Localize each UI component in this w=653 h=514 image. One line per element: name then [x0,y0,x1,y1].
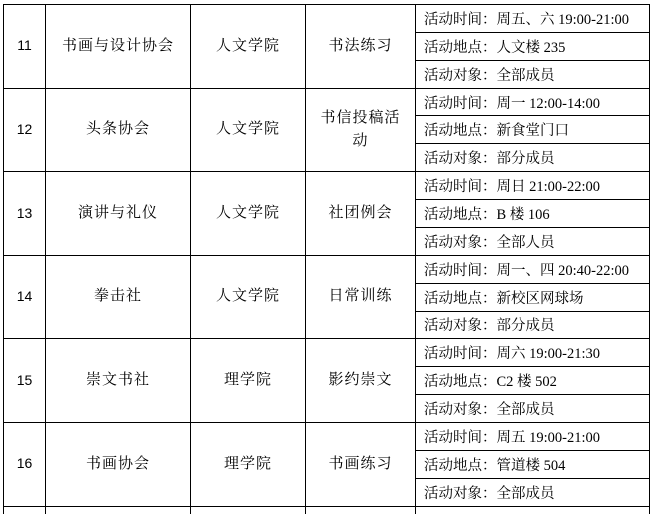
detail-cell-empty [416,507,650,514]
activity-name-cell: 书信投稿活动 [306,89,416,173]
table-row [4,89,650,173]
activity-name-cell: 影约崇文 [306,339,416,423]
activity-name-cell: 日常训练 [306,256,416,340]
activity-time-cell: 活动时间：周六 19:00-21:30 [416,339,650,367]
row-number: 13 [4,172,46,256]
club-name-cell: 崇文书社 [46,339,191,423]
activity-details [416,89,650,173]
college-cell-empty [191,507,306,514]
activity-time-cell: 活动时间：周五 19:00-21:00 [416,423,650,451]
club-name-cell: 书画与设计协会 [46,5,191,89]
club-name-cell: 头条协会 [46,89,191,173]
table-row-partial [4,507,650,514]
activity-name-cell: 社团例会 [306,172,416,256]
club-name-cell: 拳击社 [46,256,191,340]
activity-location-cell: 活动地点：C2 楼 502 [416,367,650,395]
row-number: 11 [4,5,46,89]
activity-details [416,172,650,256]
college-cell: 人文学院 [191,172,306,256]
activity-location-cell: 活动地点：新食堂门口 [416,116,650,144]
table-row [4,5,650,89]
activity-time-cell: 活动时间：周一、四 20:40-22:00 [416,256,650,284]
college-cell: 人文学院 [191,89,306,173]
club-name-cell: 演讲与礼仪 [46,172,191,256]
row-number: 12 [4,89,46,173]
activity-details [416,5,650,89]
college-cell: 理学院 [191,423,306,507]
club-activity-table [3,4,650,514]
activity-location-cell: 活动地点：人文楼 235 [416,33,650,61]
activity-details [416,423,650,507]
table-row [4,423,650,507]
activity-details-empty [416,507,650,514]
activity-time-cell: 活动时间：周一 12:00-14:00 [416,89,650,117]
activity-audience-cell: 活动对象：全部人员 [416,228,650,256]
activity-audience-cell: 活动对象：部分成员 [416,144,650,172]
activity-time-cell: 活动时间：周日 21:00-22:00 [416,172,650,200]
row-number-empty [4,507,46,514]
activity-location-cell: 活动地点：B 楼 106 [416,200,650,228]
activity-details [416,339,650,423]
activity-name-cell: 书法练习 [306,5,416,89]
table-row [4,256,650,340]
activity-name-cell: 书画练习 [306,423,416,507]
activity-cell-empty [306,507,416,514]
table-row [4,172,650,256]
row-number: 16 [4,423,46,507]
college-cell: 理学院 [191,339,306,423]
activity-audience-cell: 活动对象：全部成员 [416,479,650,507]
row-number: 15 [4,339,46,423]
college-cell: 人文学院 [191,256,306,340]
row-number: 14 [4,256,46,340]
table-row [4,339,650,423]
club-name-cell: 书画协会 [46,423,191,507]
club-name-cell-empty [46,507,191,514]
activity-audience-cell: 活动对象：全部成员 [416,61,650,89]
college-cell: 人文学院 [191,5,306,89]
activity-audience-cell: 活动对象：部分成员 [416,312,650,340]
activity-audience-cell: 活动对象：全部成员 [416,395,650,423]
activity-time-cell: 活动时间：周五、六 19:00-21:00 [416,5,650,33]
activity-details [416,256,650,340]
activity-location-cell: 活动地点：管道楼 504 [416,451,650,479]
activity-location-cell: 活动地点：新校区网球场 [416,284,650,312]
